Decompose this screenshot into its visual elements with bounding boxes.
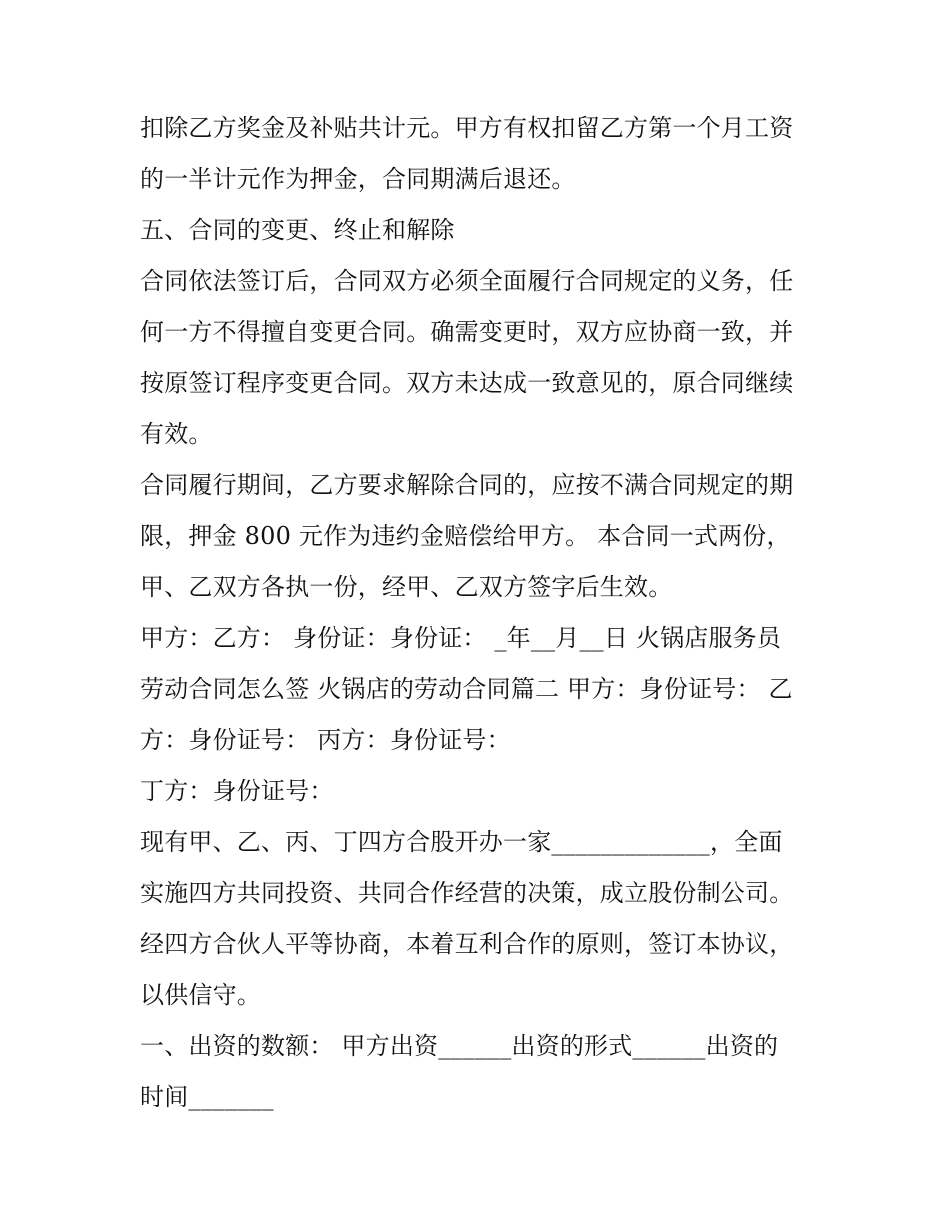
text-line: 按原签订程序变更合同。双方未达成一致意见的，原合同继续 (140, 369, 794, 397)
text-line: 丁方：身份证号： (140, 777, 334, 805)
text-line: 有效。 (140, 420, 213, 448)
text-line: 合同依法签订后，合同双方必须全面履行合同规定的义务，任 (140, 267, 794, 295)
text-line: 甲、乙双方各执一份，经甲、乙双方签字后生效。 (140, 573, 673, 601)
signature-line: 甲方：乙方： 身份证：身份证： _年__月__日 火锅店服务员 (140, 624, 782, 652)
text-line: 限，押金 800 元作为违约金赔偿给甲方。 本合同一式两份， (140, 522, 791, 550)
text-line: 现有甲、乙、丙、丁四方合股开办一家_____________，全面 (140, 828, 783, 856)
text-line: 方：身份证号： 丙方：身份证号： (140, 726, 511, 754)
text-line: 以供信守。 (140, 981, 261, 1009)
section-heading: 五、合同的变更、终止和解除 (140, 216, 455, 244)
text-line: 合同履行期间，乙方要求解除合同的，应按不满合同规定的期 (140, 471, 794, 499)
text-line: 经四方合伙人平等协商，本着互利合作的原则，签订本协议， (140, 930, 794, 958)
text-line: 何一方不得擅自变更合同。确需变更时，双方应协商一致，并 (140, 318, 794, 346)
text-line: 时间_______ (140, 1083, 274, 1111)
text-line: 的一半计元作为押金，合同期满后退还。 (140, 165, 576, 193)
text-line: 一、出资的数额： 甲方出资______出资的形式______出资的 (140, 1032, 779, 1060)
text-line: 实施四方共同投资、共同合作经营的决策，成立股份制公司。 (140, 879, 794, 907)
text-line: 劳动合同怎么签 火锅店的劳动合同篇二 甲方：身份证号： 乙 (140, 675, 793, 703)
text-line: 扣除乙方奖金及补贴共计元。甲方有权扣留乙方第一个月工资 (140, 114, 794, 142)
